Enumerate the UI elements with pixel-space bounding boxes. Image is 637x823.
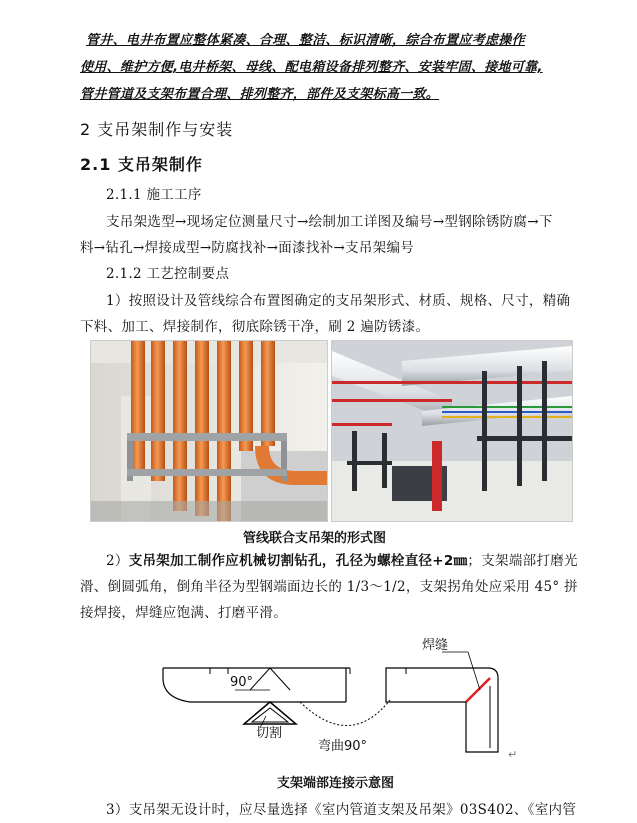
point2-line-2: 滑、倒圆弧角，倒角半径为型钢端面边长的 1/3～1/2，支架拐角处应采用 45° 拼 [80, 579, 578, 595]
section-heading-2: 2 支吊架制作与安装 [80, 120, 234, 139]
figure2-cut-label: 切割 [256, 726, 283, 741]
photo-orange-pipes-support [90, 340, 328, 522]
figure2-caption: 支架端部连接示意图 [277, 776, 395, 791]
section-heading-2-1: 2.1 支吊架制作 [80, 155, 203, 174]
point2-rest: ；支架端部打磨光 [467, 553, 578, 569]
orange-pipes-illustration [91, 341, 327, 521]
subsection-heading-2-1-2: 2.1.2 工艺控制要点 [106, 266, 230, 282]
point1-line-2: 下料、加工、焊接制作，彻底除锈干净，刷 2 遍防锈漆。 [80, 319, 430, 335]
process-line-2: 料→钻孔→焊接成型→防腐找补→面漆找补→支吊架编号 [80, 240, 415, 256]
subsection-heading-2-1-1: 2.1.1 施工工序 [106, 187, 202, 203]
point2-bold-requirement: 支吊架加工制作应机械切割钻孔，孔径为螺栓直径+2㎜ [128, 553, 468, 569]
intro-line-2: 使用、维护方便,电井桥架、母线、配电箱设备排列整齐、安装牢固、接地可靠, [80, 60, 543, 75]
figure2-angle-label: 90° [230, 675, 254, 690]
intro-line-3: 管井管道及支架布置合理、排列整齐，部件及支架标高一致。 [80, 87, 440, 102]
process-line-1: 支吊架选型→现场定位测量尺寸→绘制加工详图及编号→型钢除锈防腐→下 [106, 214, 553, 230]
point3-line-1: 3）支吊架无设计时，应尽量选择《室内管道支架及吊架》03S402、《室内管 [106, 802, 577, 818]
figure1-caption: 管线联合支吊架的形式图 [243, 531, 387, 546]
point2-line-1 [106, 548, 578, 574]
point2-line-3: 接焊接，焊缝应饱满、打磨平滑。 [80, 605, 287, 621]
paragraph-mark: ↵ [508, 748, 518, 761]
figure2-bend-label: 弯曲90° [318, 739, 368, 754]
figure2-weld-label: 焊缝 [422, 638, 449, 653]
point2-prefix: 2） [106, 553, 129, 569]
point1-line-1: 1）按照设计及管线综合布置图确定的支吊架形式、材质、规格、尺寸，精确 [106, 293, 571, 309]
white-pipes-illustration [332, 341, 572, 521]
photo-white-pipes-support [331, 340, 573, 522]
intro-line-1: 管井、电井布置应整体紧凑、合理、整洁、标识清晰，综合布置应考虑操作 [86, 33, 525, 48]
figure2-diagram [150, 630, 530, 770]
